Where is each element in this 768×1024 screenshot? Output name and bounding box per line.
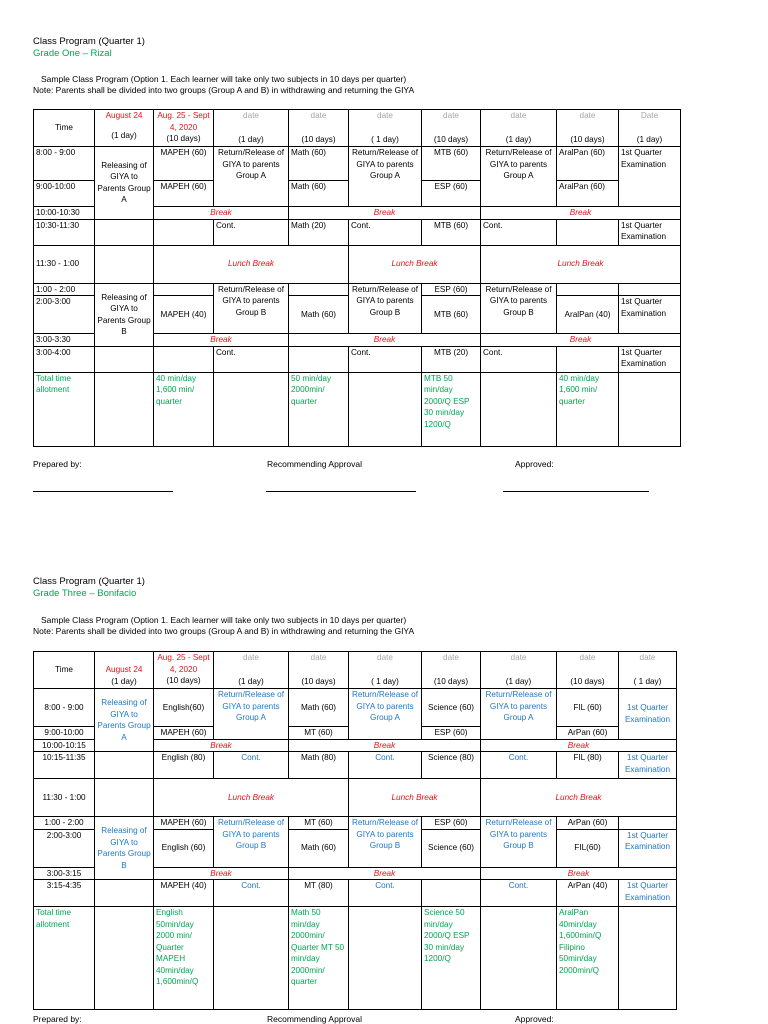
- grade-section: Grade One – Rizal: [33, 48, 112, 59]
- parents-note: Note: Parents shall be divided into two groups (Group A and B) in withdrawing and returning the GIYA: [33, 85, 415, 95]
- table-row: 10:00-10:15 Break Break Break: [34, 739, 677, 752]
- table-row: 10:30-11:30 Cont. Math (20) Cont. MTB (60) Cont. 1st Quarter Examination: [34, 219, 681, 245]
- header-row: [34, 110, 681, 147]
- page-title: Class Program (Quarter 1): [33, 36, 145, 47]
- col-date: date ( 1 day): [619, 652, 677, 689]
- return-group-b: Return/Release of GIYA to parents Group B: [481, 817, 557, 868]
- table-row: 3:15-4:35 MAPEH (40) Cont. MT (80) Cont. Cont. ArPan (40) 1st Quarter Examination: [34, 880, 677, 907]
- col-time: Time: [34, 110, 95, 147]
- return-group-a: Return/Release of GIYA to parents Group A: [481, 689, 557, 740]
- break-label: Break: [481, 334, 681, 347]
- col-date: date (10 days): [557, 652, 619, 689]
- release-group-b: Releasing of GIYA to Parents Group B: [95, 283, 154, 346]
- parents-note: Note: Parents shall be divided into two groups (Group A and B) in withdrawing and returning the GIYA: [33, 626, 415, 636]
- return-group-a: Return/Release of GIYA to parents Group A: [349, 147, 422, 207]
- grade-section: Grade Three – Bonifacio: [33, 588, 137, 599]
- return-group-b: Return/Release of GIYA to parents Group B: [481, 283, 557, 334]
- header-row: [34, 652, 677, 689]
- table-row: 10:15-11:35 English (80) Cont. Math (80) Cont. Science (80) Cont. FIL (80) 1st Quarter Examination: [34, 752, 677, 779]
- return-group-a: Return/Release of GIYA to parents Group A: [214, 689, 289, 740]
- return-group-b: Return/Release of GIYA to parents Group B: [349, 283, 422, 334]
- break-label: Break: [481, 867, 677, 880]
- total-row: Total time allotment 40 min/day 1,600 min/ quarter 50 min/day 2000min/ quarter MTB 50 min/day 2000/Q ESP 30 min/day 1200/Q 40 min/day 1,600 min/ quarter: [34, 372, 681, 446]
- section-1-header: [33, 36, 681, 60]
- break-label: Break: [481, 207, 681, 220]
- col-aug24: August 24 (1 day): [95, 652, 154, 689]
- sample-note: Sample Class Program (Option 1. Each learner will take only two subjects in 10 days per quarter): [41, 615, 407, 625]
- table-row: 1:00 - 2:00 Releasing of GIYA to Parents Group B Return/Release of GIYA to parents Group B Return/Release of GIYA to parents Group B ESP (60) Return/Release of GIYA to parents Group B: [34, 283, 681, 296]
- table-row: 2:00-3:00 MAPEH (40) Math (60) MTB (60) AralPan (40) 1st Quarter Examination: [34, 296, 681, 334]
- break-label: Break: [289, 739, 481, 752]
- lunch-label: Lunch Break: [154, 779, 349, 817]
- lunch-label: Lunch Break: [481, 245, 681, 283]
- lunch-label: Lunch Break: [349, 779, 481, 817]
- table-row: 9:00-10:00 MAPEH (60) MT (60) ESP (60) ArPan (60): [34, 727, 677, 740]
- col-aug25: Aug. 25 - Sept 4, 2020 (10 days): [154, 652, 214, 689]
- col-date: date (10 days): [557, 110, 619, 147]
- signature-line: [33, 491, 173, 492]
- col-aug24: August 24 (1 day): [95, 110, 154, 147]
- table-row: 2:00-3:00 English (60) Math (60) Science (60) FIL(60) 1st Quarter Examination: [34, 829, 677, 867]
- table-row: 8:00 - 9:00 Releasing of GIYA to Parents Group A English(60) Return/Release of GIYA to parents Group A Math (60) Return/Release of GIYA to parents Group A Science (60) Return/Release of GIYA to parents Group A FIL (60) 1st Quarter Examination: [34, 689, 677, 727]
- exam-cell: 1st Quarter Examination: [619, 689, 677, 740]
- total-row: Total time allotment English 50min/day 2000 min/ Quarter MAPEH 40min/day 1,600min/Q Math 50 min/day 2000min/ Quarter MT 50 min/day 2000min/ quarter Science 50 min/day 2000/Q ESP 30 min/day 1200/Q AralPan 40min/day 1,600min/Q Filipino 50min/day 2000min/Q: [34, 907, 677, 1010]
- table-row: 3:00-3:15 Break Break Break: [34, 867, 677, 880]
- approved-label: Approved:: [515, 459, 554, 469]
- table-row: 10:00-10:30 Break Break Break: [34, 207, 681, 220]
- col-date: date (1 day): [214, 652, 289, 689]
- col-date: date (1 day): [481, 652, 557, 689]
- lunch-label: Lunch Break: [349, 245, 481, 283]
- exam-cell: 1st Quarter Examination: [619, 880, 677, 907]
- table-row: 3:00-4:00 Cont. Cont. MTB (20) Cont. 1st Quarter Examination: [34, 346, 681, 372]
- table-row: 8:00 - 9:00 Releasing of GIYA to Parents Group A MAPEH (60) Return/Release of GIYA to parents Group A Math (60) Return/Release of GIYA to parents Group A MTB (60) Return/Release of GIYA to parents Group A AralPan (60) 1st Quarter Examination: [34, 147, 681, 181]
- table-row: 3:00-3:30 Break Break Break: [34, 334, 681, 347]
- recommending-label: Recommending Approval: [267, 459, 362, 469]
- release-group-a: Releasing of GIYA to Parents Group A: [95, 689, 154, 752]
- exam-cell: 1st Quarter Examination: [619, 829, 677, 867]
- release-group-b: Releasing of GIYA to Parents Group B: [95, 817, 154, 880]
- lunch-row: 11:30 - 1:00 Lunch Break Lunch Break Lunch Break: [34, 779, 677, 817]
- col-date: date (1 day): [481, 110, 557, 147]
- return-group-a: Return/Release of GIYA to parents Group A: [349, 689, 422, 740]
- table-row: 1:00 - 2:00 Releasing of GIYA to Parents Group B MAPEH (60) Return/Release of GIYA to parents Group B MT (60) Return/Release of GIYA to parents Group B ESP (60) Return/Release of GIYA to parents Group B ArPan (60): [34, 817, 677, 830]
- return-group-b: Return/Release of GIYA to parents Group B: [214, 817, 289, 868]
- exam-cell: 1st Quarter Examination: [619, 296, 681, 334]
- col-date: date ( 1 day): [349, 652, 422, 689]
- class-program-table-grade-one: [33, 109, 681, 447]
- break-label: Break: [289, 207, 481, 220]
- lunch-label: Lunch Break: [481, 779, 677, 817]
- return-group-a: Return/Release of GIYA to parents Group A: [481, 147, 557, 207]
- recommending-label: Recommending Approval: [267, 1014, 362, 1024]
- lunch-label: Lunch Break: [154, 245, 349, 283]
- col-date: Date (1 day): [619, 110, 681, 147]
- break-label: Break: [289, 867, 481, 880]
- return-group-b: Return/Release of GIYA to parents Group B: [214, 283, 289, 334]
- return-group-a: Return/Release of GIYA to parents Group A: [214, 147, 289, 207]
- col-date: date (10 days): [289, 652, 349, 689]
- exam-cell: 1st Quarter Examination: [619, 147, 681, 207]
- section-1-notes: [33, 74, 681, 96]
- signature-line: [503, 491, 649, 492]
- break-label: Break: [481, 739, 677, 752]
- col-aug25: Aug. 25 - Sept 4, 2020 (10 days): [154, 110, 214, 147]
- signature-line: [266, 491, 416, 492]
- page-title: Class Program (Quarter 1): [33, 576, 145, 587]
- prepared-by-label: Prepared by:: [33, 459, 82, 469]
- exam-cell: 1st Quarter Examination: [619, 752, 677, 779]
- col-date: date (1 day): [214, 110, 289, 147]
- table-row: 9:00-10:00 MAPEH (60) Math (60) ESP (60) AralPan (60): [34, 181, 681, 207]
- col-date: date (10 days): [289, 110, 349, 147]
- col-date: date (10 days): [422, 652, 481, 689]
- sample-note: Sample Class Program (Option 1. Each learner will take only two subjects in 10 days per quarter): [41, 74, 407, 84]
- section-2-notes: [33, 615, 681, 637]
- section-2-header: [33, 576, 681, 600]
- class-program-table-grade-three: [33, 651, 677, 1010]
- break-label: Break: [154, 334, 289, 347]
- approved-label: Approved:: [515, 1014, 554, 1024]
- return-group-b: Return/Release of GIYA to parents Group B: [349, 817, 422, 868]
- exam-cell: 1st Quarter Examination: [619, 346, 681, 372]
- break-label: Break: [154, 207, 289, 220]
- exam-cell: 1st Quarter Examination: [619, 219, 681, 245]
- col-date: date (10 days): [422, 110, 481, 147]
- break-label: Break: [154, 739, 289, 752]
- col-time: Time: [34, 652, 95, 689]
- prepared-by-label: Prepared by:: [33, 1014, 82, 1024]
- release-group-a: Releasing of GIYA to Parents Group A: [95, 147, 154, 220]
- col-date: date ( 1 day): [349, 110, 422, 147]
- break-label: Break: [154, 867, 289, 880]
- break-label: Break: [289, 334, 481, 347]
- lunch-row: 11:30 - 1:00 Lunch Break Lunch Break Lunch Break: [34, 245, 681, 283]
